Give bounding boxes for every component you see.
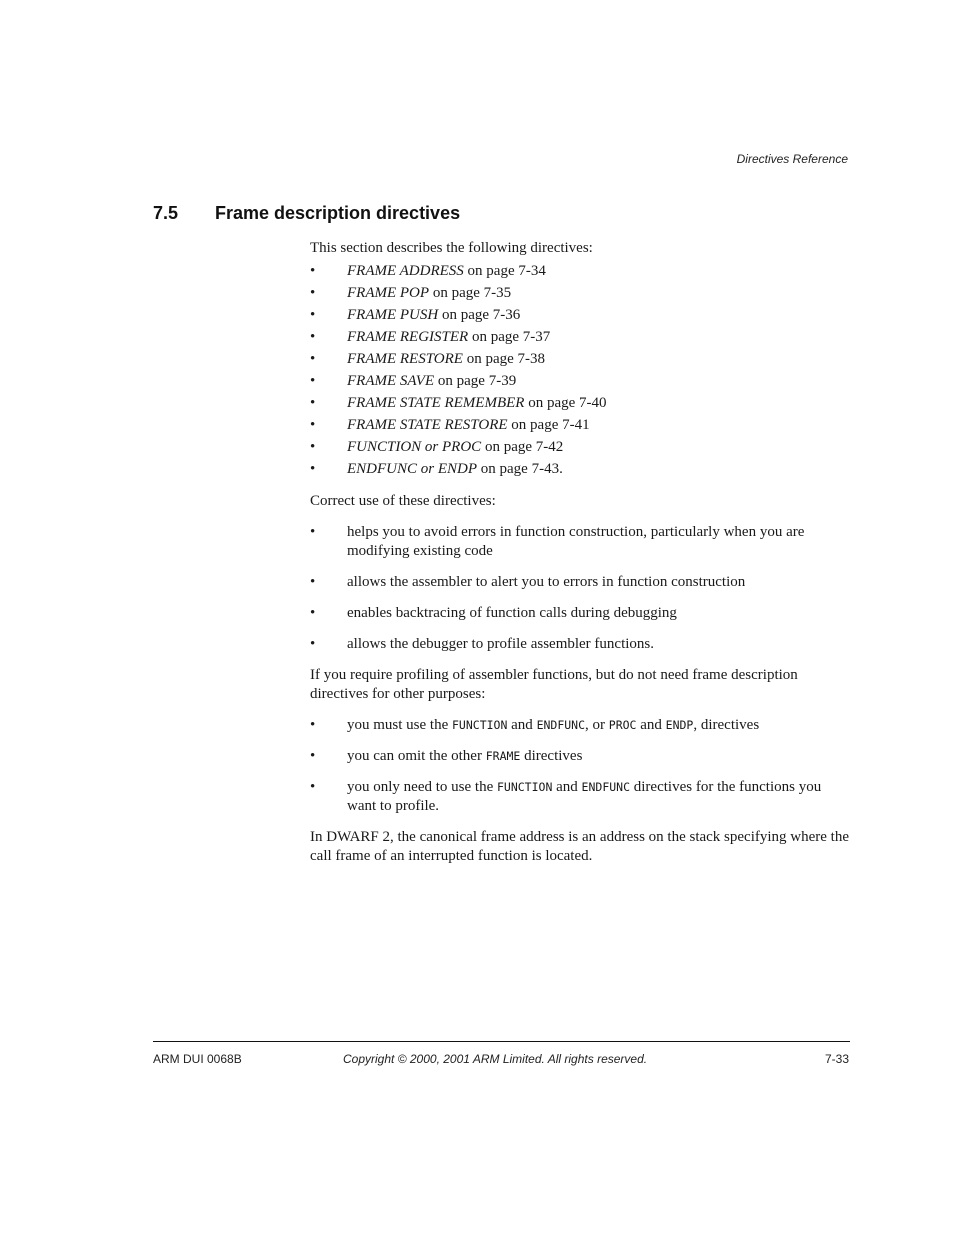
footer-divider	[153, 1041, 850, 1042]
text-run: directives for the functions you want to profile.	[347, 779, 822, 814]
bullet: •	[310, 636, 316, 652]
directive-item[interactable]	[310, 458, 850, 480]
page-ref: on page 7-39	[434, 372, 517, 389]
directive-link[interactable]: FRAME SAVE	[347, 372, 435, 389]
text-run: , or	[585, 717, 609, 733]
list-item	[310, 778, 850, 816]
footer-page-number: 7-33	[824, 1052, 849, 1066]
directive-link[interactable]: ENDFUNC or ENDP	[347, 460, 478, 477]
correct-use-list	[310, 523, 850, 654]
directive-link[interactable]: FRAME POP	[347, 284, 430, 301]
code-term: FUNCTION	[496, 780, 553, 794]
list-item	[310, 604, 850, 623]
bullet: •	[310, 717, 316, 733]
section-number: 7.5	[153, 203, 179, 223]
directive-link[interactable]: FRAME ADDRESS	[347, 262, 464, 279]
directive-item[interactable]	[310, 304, 850, 326]
directive-link[interactable]: FRAME PUSH	[347, 306, 439, 323]
section-title: Frame description directives	[215, 203, 461, 223]
code-term: ENDP	[665, 718, 694, 732]
section-heading	[153, 203, 460, 224]
correct-use-lead: Correct use of these directives:	[310, 493, 496, 509]
directive-item[interactable]	[310, 370, 850, 392]
running-header: Directives Reference	[736, 152, 848, 166]
bullet: •	[310, 779, 316, 795]
list-item	[310, 573, 850, 592]
section-body	[310, 239, 850, 866]
page-ref: on page 7-43.	[477, 460, 563, 477]
bullet: •	[310, 328, 316, 345]
page-ref: on page 7-35	[429, 284, 512, 301]
bullet: •	[310, 524, 316, 540]
bullet: •	[310, 372, 316, 389]
page-ref: on page 7-36	[438, 306, 521, 323]
bullet: •	[310, 284, 316, 301]
page-ref: on page 7-42	[481, 438, 564, 455]
page-ref: on page 7-38	[462, 350, 546, 367]
bullet: •	[310, 416, 316, 433]
directive-link[interactable]: FUNCTION or PROC	[347, 438, 482, 455]
text-run: you only need to use the	[347, 779, 497, 795]
bullet: •	[310, 394, 316, 411]
code-term: FUNCTION	[452, 718, 508, 732]
code-term: ENDFUNC	[581, 780, 631, 794]
directive-link[interactable]: FRAME STATE RESTORE	[347, 416, 508, 433]
code-term: ENDFUNC	[536, 718, 586, 732]
profiling-list	[310, 716, 850, 816]
directive-item[interactable]	[310, 260, 850, 282]
bullet: •	[310, 306, 316, 323]
directive-item[interactable]	[310, 326, 850, 348]
page-ref: on page 7-40	[524, 394, 607, 411]
list-item-text: helps you to avoid errors in function construction, particularly when you are modifying existing code	[347, 524, 805, 559]
list-item-text	[347, 747, 850, 766]
bullet: •	[310, 605, 316, 621]
bullet: •	[310, 262, 316, 279]
directive-list	[310, 260, 850, 480]
page-ref: on page 7-34	[463, 262, 546, 279]
list-item	[310, 747, 850, 766]
list-item-text	[347, 778, 850, 816]
page-ref: on page 7-37	[468, 328, 551, 345]
text-run: and	[636, 717, 666, 733]
footer-copyright: Copyright © 2000, 2001 ARM Limited. All rights reserved.	[343, 1052, 648, 1066]
bullet: •	[310, 460, 316, 477]
bullet: •	[310, 748, 316, 764]
directive-item[interactable]	[310, 392, 850, 414]
profiling-lead: If you require profiling of assembler functions, but do not need frame description directives for other purposes:	[310, 667, 798, 702]
closing-paragraph: In DWARF 2, the canonical frame address is an address on the stack specifying where the call frame of an interrupted function is located.	[310, 829, 849, 864]
directive-link[interactable]: FRAME RESTORE	[347, 350, 463, 367]
directive-link[interactable]: FRAME STATE REMEMBER	[347, 394, 525, 411]
page-ref: on page 7-41	[507, 416, 590, 433]
list-item-text	[347, 716, 850, 735]
bullet: •	[310, 350, 316, 367]
intro-paragraph: This section describes the following directives:	[310, 240, 593, 256]
bullet: •	[310, 574, 316, 590]
list-item-text: enables backtracing of function calls during debugging	[347, 605, 677, 621]
footer-doc-id: ARM DUI 0068B	[153, 1052, 242, 1066]
list-item	[310, 635, 850, 654]
code-term: FRAME	[485, 749, 521, 763]
directive-item[interactable]	[310, 414, 850, 436]
directive-item[interactable]	[310, 282, 850, 304]
list-item-text: allows the debugger to profile assembler functions.	[347, 636, 655, 652]
code-term: PROC	[608, 718, 637, 732]
directive-item[interactable]	[310, 436, 850, 458]
directive-link[interactable]: FRAME REGISTER	[347, 328, 469, 345]
list-item	[310, 716, 850, 735]
list-item	[310, 523, 850, 561]
text-run: you must use the	[347, 717, 452, 733]
directive-item[interactable]	[310, 348, 850, 370]
text-run: , directives	[693, 717, 760, 733]
text-run: and	[507, 717, 537, 733]
text-run: and	[552, 779, 582, 795]
bullet: •	[310, 438, 316, 455]
text-run: you can omit the other	[347, 748, 486, 764]
list-item-text: allows the assembler to alert you to errors in function construction	[347, 574, 746, 590]
text-run: directives	[520, 748, 583, 764]
